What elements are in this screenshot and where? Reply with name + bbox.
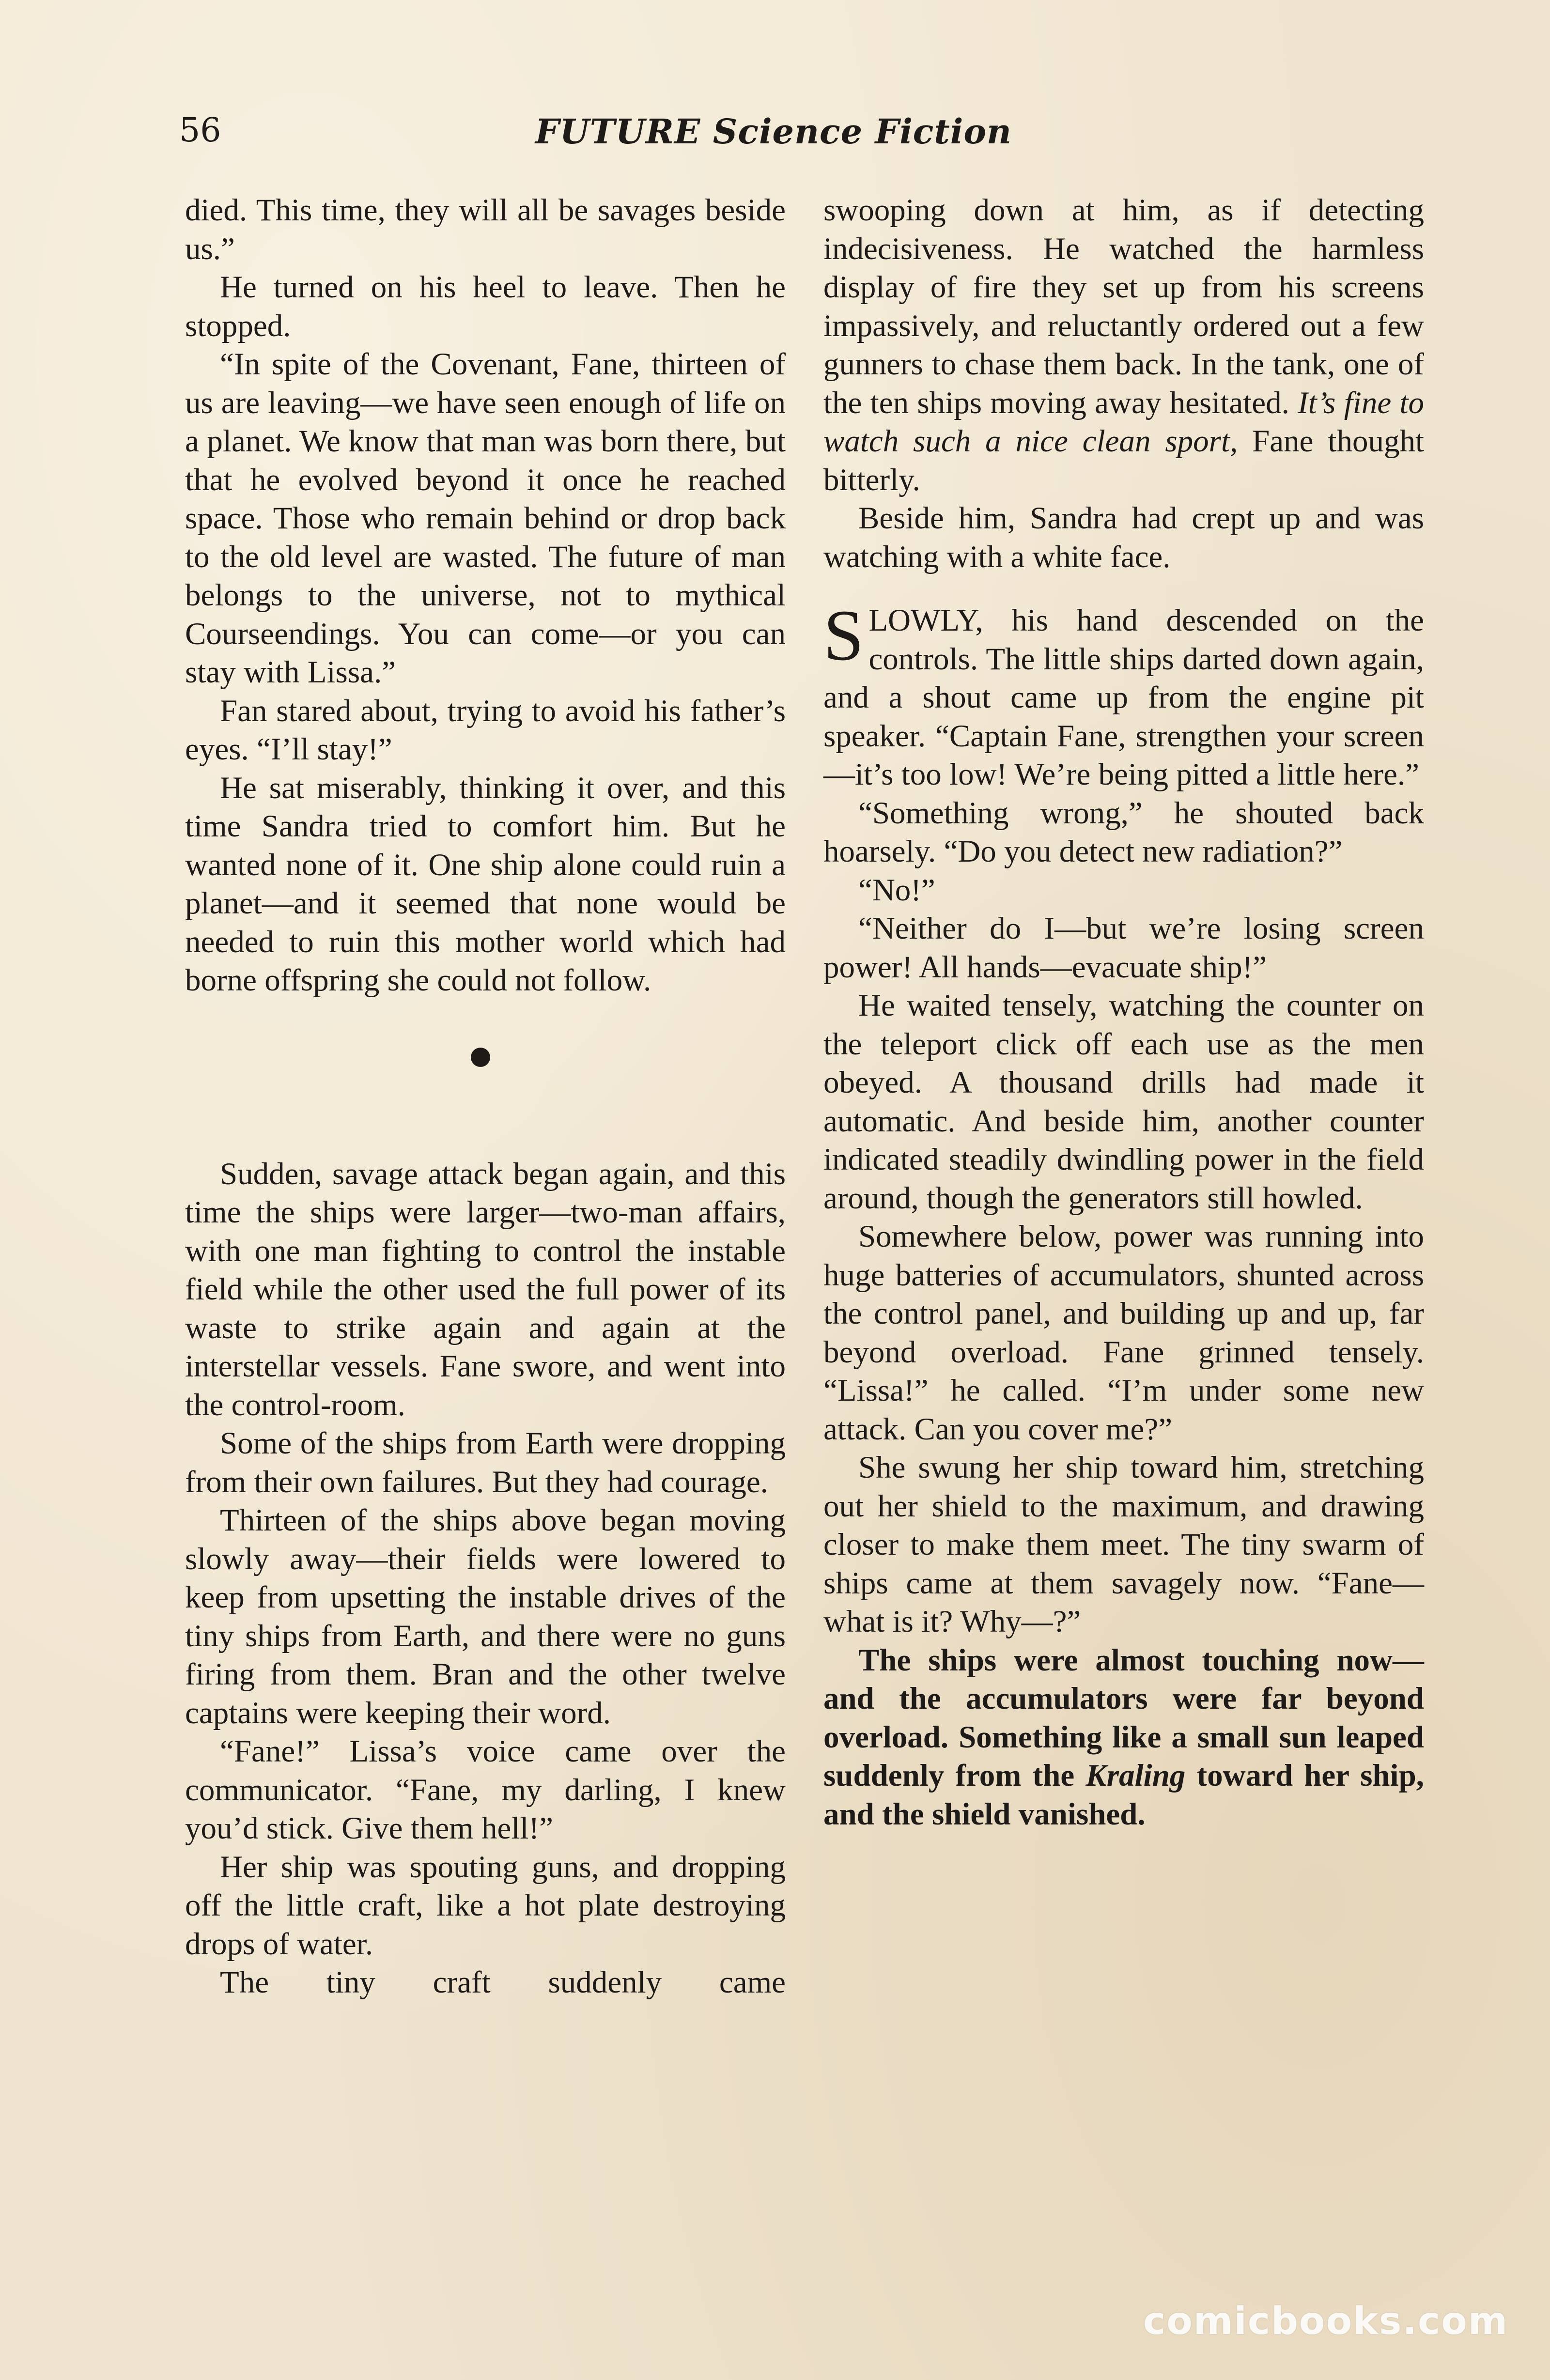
paragraph: “No!” bbox=[858, 872, 935, 908]
paragraph: “Fane!” Lissa’s voice came over the communicator. “Fane, my darling, I knew you’d stick. Give them hell!” bbox=[185, 1734, 786, 1846]
paragraph: Some of the ships from Earth were dropping from their own failures. But they had courage. bbox=[185, 1426, 786, 1499]
page-header bbox=[179, 111, 1419, 165]
paragraph: She swung her ship toward him, stretching out her shield to the maximum, and drawing closer to make them meet. The tiny swarm of ships came at them savagely now. “Fane—what is it? Why—?” bbox=[823, 1450, 1424, 1639]
paragraph: He waited tensely, watching the counter on the teleport click off each use as the men obeyed. A thousand drills had made it automatic. And beside him, another counter indicated steadily dwindling power in the field around, though the generators still howled. bbox=[823, 988, 1424, 1216]
paragraph: He turned on his heel to leave. Then he stopped. bbox=[185, 270, 786, 343]
paragraph: Thirteen of the ships above began moving slowly away—their fields were lowered to keep from upsetting the instable drives of the tiny ships from Earth, and there were no guns firing from them. Bran and the other twelve captains were keeping their word. bbox=[185, 1503, 786, 1731]
paragraph: Beside him, Sandra had crept up and was watching with a white face. bbox=[823, 501, 1424, 574]
paragraph: Fan stared about, trying to avoid his father’s eyes. “I’ll stay!” bbox=[185, 693, 786, 767]
paragraph: “Something wrong,” he shouted back hoarsely. “Do you detect new radiation?” bbox=[823, 795, 1424, 869]
left-column bbox=[185, 191, 786, 2002]
section-break bbox=[185, 1000, 786, 1155]
paragraph: Sudden, savage attack began again, and this time the ships were larger—two-man affairs, with one man fighting to control the instable field while the other used the full power of its waste to strike again and again at the interstellar vessels. Fane swore, and went into the control-room. bbox=[185, 1156, 786, 1422]
ship-name: Kraling bbox=[1085, 1758, 1186, 1793]
paragraph: Her ship was spouting guns, and dropping off the little craft, like a hot plate destroying drops of water. bbox=[185, 1849, 786, 1962]
paragraph-text: swooping down at him, as if detecting indecisiveness. He watched the harmless display of fire they set up from his screens impassively, and reluctantly ordered out a few gunners to chase them back. In the tank, one of the ten ships moving away hesitated. bbox=[823, 193, 1424, 420]
dropcap-paragraph bbox=[823, 595, 1424, 794]
running-title: FUTURE Science Fiction bbox=[535, 111, 1012, 152]
paragraph: The tiny craft suddenly came bbox=[220, 1965, 786, 2000]
thought-tail: Fane thought bitterly. bbox=[823, 424, 1425, 497]
section-break-bullet-icon bbox=[471, 1048, 490, 1067]
paragraph: LOWLY, his hand descended on the controls. The little ships darted down again, and a shout came up from the engine pit speaker. “Captain Fane, strengthen your screen—it’s too low! We’re being pitted a little here.” bbox=[823, 603, 1424, 792]
watermark-logo: comicbooks.com bbox=[1143, 2300, 1509, 2343]
paragraph: “In spite of the Covenant, Fane, thirteen of us are leaving—we have seen enough of life on a planet. We know that man was born there, but that he evolved beyond it once he reached space. Those who remain behind or drop back to the old level are wasted. The future of man belongs to the universe, not to mythical Courseendings. You can come—or you can stay with Lissa.” bbox=[185, 347, 786, 690]
final-text-end: toward her ship, and the shield vanished. bbox=[823, 1758, 1425, 1832]
page-number: 56 bbox=[179, 111, 221, 150]
paragraph: “Neither do I—but we’re losing screen power! All hands—evacuate ship!” bbox=[823, 911, 1424, 985]
italic-thought: It’s fine to watch such a nice clean sport, bbox=[823, 385, 1424, 459]
final-text-start: The ships were almost touching now—and the accumulators were far beyond overload. Something like a small sun leaped suddenly from the bbox=[823, 1642, 1424, 1793]
paragraph bbox=[823, 1641, 1424, 1834]
right-column bbox=[823, 191, 1424, 1834]
dropcap-letter: S bbox=[823, 595, 864, 676]
paragraph bbox=[823, 191, 1424, 499]
paragraph: He sat miserably, thinking it over, and this time Sandra tried to comfort him. But he wanted none of it. One ship alone could ruin a planet—and it seemed that none would be needed to ruin this mother world which had borne offspring she could not follow. bbox=[185, 770, 786, 998]
paragraph: Somewhere below, power was running into huge batteries of accumulators, shunted across the control panel, and building up and up, far beyond overload. Fane grinned tensely. “Lissa!” he called. “I’m under some new attack. Can you cover me?” bbox=[823, 1219, 1424, 1447]
paragraph: died. This time, they will all be savages beside us.” bbox=[185, 193, 786, 266]
